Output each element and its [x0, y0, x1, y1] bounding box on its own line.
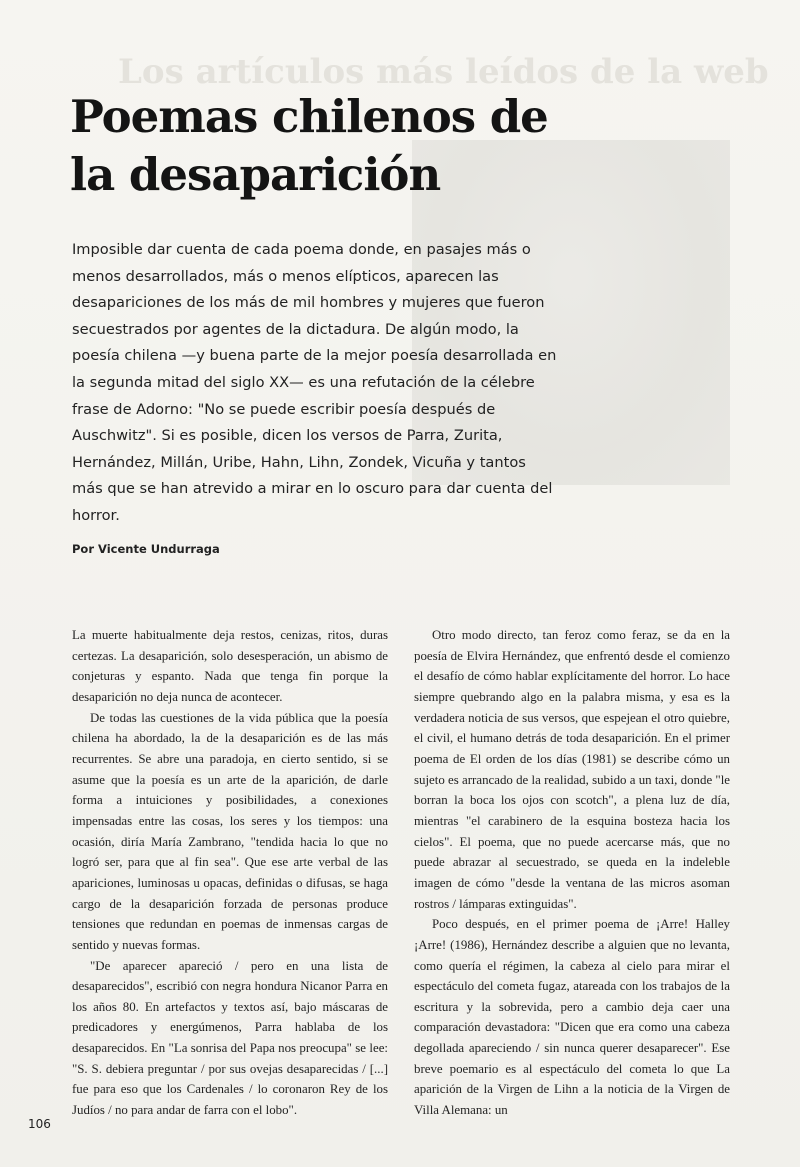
- article-title: [70, 88, 630, 204]
- paragraph: Poco después, en el primer poema de ¡Arre! Halley ¡Arre! (1986), Hernández describe a alguien que no levanta, como quería el régimen, la cabeza al cielo para mirar el espectáculo del cometa fugaz, atareada con los trabajos de la escritura y la sobrevida, pero a cambio deja caer una comparación devastadora: "Dicen que era como una cabeza degollada apareciendo / sin nunca querer desaparecer". Ese breve poemario es al espectáculo del cometa lo que La aparición de la Virgen de Lihn a la noticia de la Virgen de Villa Alemana: un: [414, 917, 730, 1118]
- paragraph: Otro modo directo, tan feroz como feraz, se da en la poesía de Elvira Hernández, que enfrentó desde el comienzo el desafío de cómo hablar explícitamente del horror. Lo hace siempre quebrando algo en la palabra misma, y esa es la verdadera noticia de sus versos, que espejean el otro quiebre, el civil, el humano detrás de toda desaparición. En el primer poema de El orden de los días (1981) se describe cómo un sujeto es arrancado de la realidad, subido a un taxi, donde "le borran la boca los ojos con scotch", a plena luz de día, mientras "el carabinero de la esquina bosteza hacia los cielos". El poema, que no puede acercarse más, que no puede abrazar al secuestrado, se queda en la indeleble imagen de cómo "desde la ventana de las micros asoman rostros / lámparas extinguidas".: [414, 628, 730, 911]
- paragraph: De todas las cuestiones de la vida pública que la poesía chilena ha abordado, la de la desaparición es de las más recurrentes. Se abre una paradoja, en cierto sentido, si se asume que la poesía es un arte de la aparición, de darle forma a intuiciones y posibilidades, a conexiones impensadas entre las cosas, los seres y los tiempos: una ocasión, diría María Zambrano, "tendida hacia lo que no logró ser, para que al fin sea". Que ese arte verbal de las apariciones, luminosas u opacas, definidas o difusas, se haga cargo de la desaparición forzada de personas produce tensiones que redundan en poemas de inmensas cargas de sentido y nuevas formas.: [72, 710, 388, 952]
- page-number: 106: [28, 1117, 51, 1131]
- body-column-left: [72, 625, 388, 1121]
- title-line-1: Poemas chilenos de: [70, 90, 548, 143]
- byline: Por Vicente Undurraga: [72, 542, 220, 556]
- paragraph: "De aparecer apareció / pero en una lista de desaparecidos", escribió con negra hondura Nicanor Parra en los años 80. En artefactos y textos así, bajo máscaras de predicadores y energúmenos, Parra hablaba de los desaparecidos. En "La sonrisa del Papa nos preocupa" se lee: "S. S. debiera preguntar / por sus ovejas desaparecidas / [...] fue para eso que los Cardenales / lo coronaron Rey de los Judíos / no para andar de farra con el lobo".: [72, 958, 388, 1118]
- background-heading: Los artículos más leídos de la web: [118, 52, 769, 92]
- paragraph: La muerte habitualmente deja restos, cenizas, ritos, duras certezas. La desaparición, solo desesperación, un abismo de conjeturas y espanto. Nada que tenga fin porque la desaparición no deja nunca de acontecer.: [72, 628, 388, 704]
- body-column-right: [414, 625, 730, 1121]
- article-lead: Imposible dar cuenta de cada poema donde, en pasajes más o menos desarrollados, más o menos elípticos, aparecen las desapariciones de los más de mil hombres y mujeres que fueron secuestrados por agentes de la dictadura. De algún modo, la poesía chilena —y buena parte de la mejor poesía desarrollada en la segunda mitad del siglo XX— es una refutación de la célebre frase de Adorno: "No se puede escribir poesía después de Auschwitz". Si es posible, dicen los versos de Parra, Zurita, Hernández, Millán, Uribe, Hahn, Lihn, Zondek, Vicuña y tantos más que se han atrevido a mirar en lo oscuro para dar cuenta del horror.: [72, 241, 557, 524]
- title-line-2: la desaparición: [70, 148, 441, 201]
